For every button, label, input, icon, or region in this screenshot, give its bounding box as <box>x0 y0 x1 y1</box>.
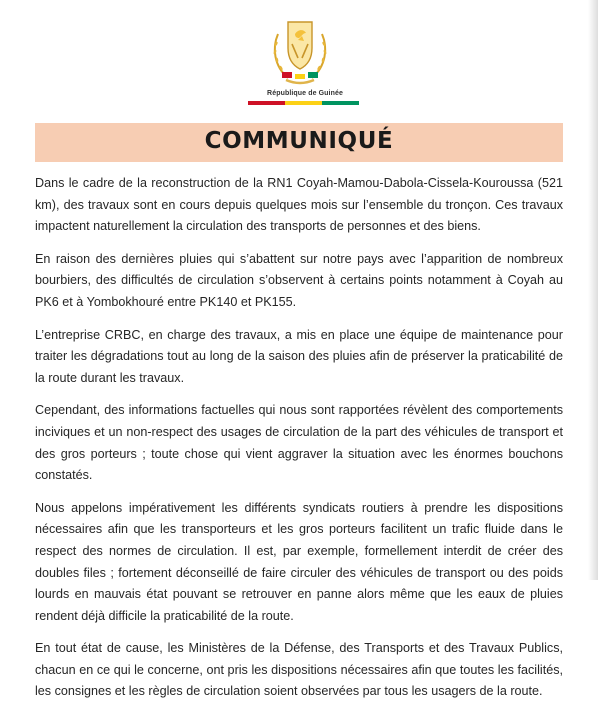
republic-label: République de Guinée <box>267 90 343 97</box>
flag-stripe-yellow <box>285 101 322 105</box>
title-band <box>35 123 563 162</box>
document-title: COMMUNIQUÉ <box>204 128 394 154</box>
flag-stripe <box>248 101 359 105</box>
flag-stripe-green <box>322 101 359 105</box>
paragraph-4: Cependant, des informations factuelles qui nous sont rapportées révèlent des comportements inciviques et un non-respect des usages de circulation de la part des véhicules de transport et des gros porteurs ; toute chose qui vient aggraver la situation avec les énormes bouchons constatés. <box>35 403 563 483</box>
paragraph-6: En tout état de cause, les Ministères de la Défense, des Transports et des Travaux Publics, chacun en ce qui le concerne, ont pris les dispositions nécessaires afin que toutes les facilités, les consignes et les règles de circulation soient observées par tous les usagers de la route. <box>35 641 563 699</box>
page-edge <box>588 0 598 580</box>
paragraph-3: L’entreprise CRBC, en charge des travaux, a mis en place une équipe de maintenance pour traiter les dégradations tout au long de la saison des pluies afin de préserver la praticabilité de la route durant les travaux. <box>35 327 563 385</box>
guinea-coat-of-arms-icon <box>268 14 332 88</box>
document-body <box>35 173 563 714</box>
paragraph-1: Dans le cadre de la reconstruction de la RN1 Coyah-Mamou-Dabola-Cissela-Kouroussa (521 km), des travaux sont en cours depuis quelques mois sur l’ensemble du tronçon. Ces travaux impactent naturellement la circulation des transports de personnes et des biens. <box>35 176 563 234</box>
letterhead <box>0 0 598 112</box>
paragraph-5: Nous appelons impérativement les différents syndicats routiers à prendre les dispositions nécessaires afin que les transporteurs et les gros porteurs facilitent un trafic fluide dans le respect des normes de circulation. Il est, par exemple, formellement interdit de créer des doubles files ; fortement déconseillé de faire circuler des véhicules de transport ou des poids lourds en mauvais état pouvant se retrouver en panne alors même que les eaux de pluies rendent déjà difficile la praticabilité de la route. <box>35 500 563 623</box>
flag-stripe-red <box>248 101 285 105</box>
paragraph-2: En raison des dernières pluies qui s’abattent sur notre pays avec l’apparition de nombreux bourbiers, des difficultés de circulation s’observent à certains points notamment à Coyah au PK6 et à Yombokhouré entre PK140 et PK155. <box>35 251 563 309</box>
